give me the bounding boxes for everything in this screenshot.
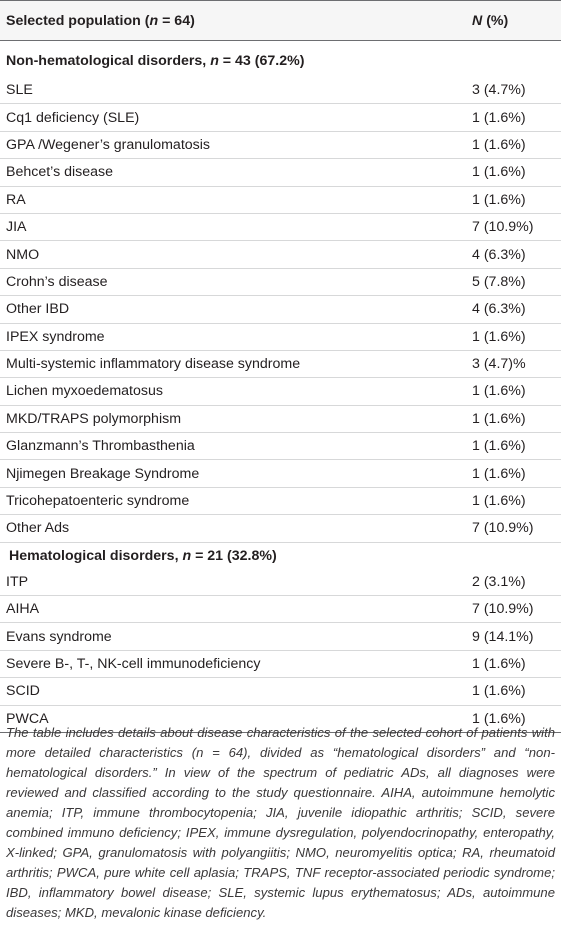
disorder-name-cell: MKD/TRAPS polymorphism: [0, 405, 468, 432]
disorder-count-cell: 7 (10.9%): [468, 596, 561, 623]
disorder-count-cell: 1 (1.6%): [468, 705, 561, 732]
disorder-count-cell: 1 (1.6%): [468, 131, 561, 158]
disorder-count-cell: 1 (1.6%): [468, 186, 561, 213]
disorder-name-cell: Severe B-, T-, NK-cell immunodeficiency: [0, 650, 468, 677]
disorder-count-cell: 3 (4.7)%: [468, 350, 561, 377]
disorder-name-cell: PWCA: [0, 705, 468, 732]
table-row: [0, 186, 561, 213]
disorder-count-cell: 1 (1.6%): [468, 159, 561, 186]
section-title-label: Hematological disorders,: [9, 547, 183, 564]
disorder-name-cell: IPEX syndrome: [0, 323, 468, 350]
table-row: [0, 569, 561, 596]
table-row: [0, 350, 561, 377]
disorder-name-cell: Other Ads: [0, 515, 468, 542]
table-row: [0, 378, 561, 405]
disorder-name-cell: Other IBD: [0, 296, 468, 323]
header-population-count: = 64): [158, 12, 195, 29]
table-row: [0, 104, 561, 131]
disorder-count-cell: 1 (1.6%): [468, 678, 561, 705]
section-title-n: n: [182, 547, 192, 564]
header-row: [0, 1, 561, 41]
table-row: [0, 623, 561, 650]
table-row: [0, 487, 561, 514]
section-header-row: [0, 542, 561, 569]
disorder-count-cell: 5 (7.8%): [468, 268, 561, 295]
disorder-name-cell: AIHA: [0, 596, 468, 623]
disorder-count-cell: 1 (1.6%): [468, 405, 561, 432]
section-title-count: = 21 (32.8%): [191, 547, 277, 564]
disorder-count-cell: 1 (1.6%): [468, 323, 561, 350]
disorder-count-cell: 4 (6.3%): [468, 241, 561, 268]
table-row: [0, 77, 561, 104]
header-population-n: n: [149, 12, 159, 29]
disorder-count-cell: 7 (10.9%): [468, 213, 561, 240]
header-population: [0, 1, 468, 41]
table-row: [0, 268, 561, 295]
disorder-count-cell: 4 (6.3%): [468, 296, 561, 323]
table-row: [0, 405, 561, 432]
disorder-count-cell: 1 (1.6%): [468, 487, 561, 514]
disorder-count-cell: 7 (10.9%): [468, 515, 561, 542]
disorder-count-cell: 3 (4.7%): [468, 77, 561, 104]
section-header-row: [0, 41, 561, 78]
section-title-n: n: [210, 53, 219, 69]
table-row: [0, 296, 561, 323]
section-title: [0, 542, 561, 569]
section-title-count: = 43 (67.2%): [218, 53, 305, 69]
disorder-name-cell: Multi-systemic inflammatory disease syndrome: [0, 350, 468, 377]
disorder-name-cell: Glanzmann’s Thrombasthenia: [0, 433, 468, 460]
disorder-name-cell: Crohn’s disease: [0, 268, 468, 295]
table-row: [0, 596, 561, 623]
disorder-count-cell: 1 (1.6%): [468, 460, 561, 487]
table-row: [0, 460, 561, 487]
disorder-name-cell: GPA /Wegener’s granulomatosis: [0, 131, 468, 158]
section-title: [0, 41, 561, 78]
table-row: [0, 650, 561, 677]
table-row: [0, 678, 561, 705]
disorder-name-cell: Behcet’s disease: [0, 159, 468, 186]
disorder-name-cell: ITP: [0, 569, 468, 596]
disorder-count-cell: 1 (1.6%): [468, 433, 561, 460]
disorder-count-cell: 1 (1.6%): [468, 104, 561, 131]
table-row: [0, 433, 561, 460]
table-row: [0, 323, 561, 350]
disorder-name-cell: Njimegen Breakage Syndrome: [0, 460, 468, 487]
header-n-percent: [468, 1, 561, 41]
disorder-name-cell: Tricohepatoenteric syndrome: [0, 487, 468, 514]
table-row: [0, 131, 561, 158]
header-percent-label: (%): [482, 12, 509, 29]
table-row: [0, 159, 561, 186]
table-footnote: The table includes details about disease characteristics of the selected cohort of patients with more detailed characteristics (n = 64), divided as “hematological disorders” and “non-hematological disorders.” In view of the spectrum of pediatric ADs, all diagnoses were reviewed and classified according to the study questionnaire. AIHA, autoimmune hemolytic anemia; ITP, immune thrombocytopenia; JIA, juvenile idiopathic arthritis; SCID, severe combined immuno deficiency; IPEX, immune dysregulation, polyendocrinopathy, enteropathy, X-linked; GPA, granulomatosis with polyangiitis; NMO, neuromyelitis optica; RA, rheumatoid arthritis; PWCA, pure white cell aplasia; TRAPS, TNF receptor-associated periodic syndrome; IBD, inflammatory bowel disease; SLE, systemic lupus erythematosus; ADs, autoimmune diseases; MKD, mevalonic kinase deficiency.: [6, 725, 555, 920]
disorder-count-cell: 2 (3.1%): [468, 569, 561, 596]
disorder-name-cell: JIA: [0, 213, 468, 240]
disorder-name-cell: SLE: [0, 77, 468, 104]
disorder-count-cell: 9 (14.1%): [468, 623, 561, 650]
table-row: [0, 515, 561, 542]
header-n-label: N: [472, 12, 483, 29]
disorder-count-cell: 1 (1.6%): [468, 378, 561, 405]
header-population-label: Selected population (: [6, 12, 150, 29]
table-header: [0, 1, 561, 41]
disorder-name-cell: Evans syndrome: [0, 623, 468, 650]
disorder-name-cell: RA: [0, 186, 468, 213]
table-row: [0, 213, 561, 240]
section-title-label: Non-hematological disorders,: [6, 53, 211, 69]
table-body: [0, 41, 561, 733]
disorder-name-cell: SCID: [0, 678, 468, 705]
disorder-name-cell: Cq1 deficiency (SLE): [0, 104, 468, 131]
disorder-name-cell: NMO: [0, 241, 468, 268]
disorder-name-cell: Lichen myxoedematosus: [0, 378, 468, 405]
disorder-count-cell: 1 (1.6%): [468, 650, 561, 677]
table-row: [0, 241, 561, 268]
